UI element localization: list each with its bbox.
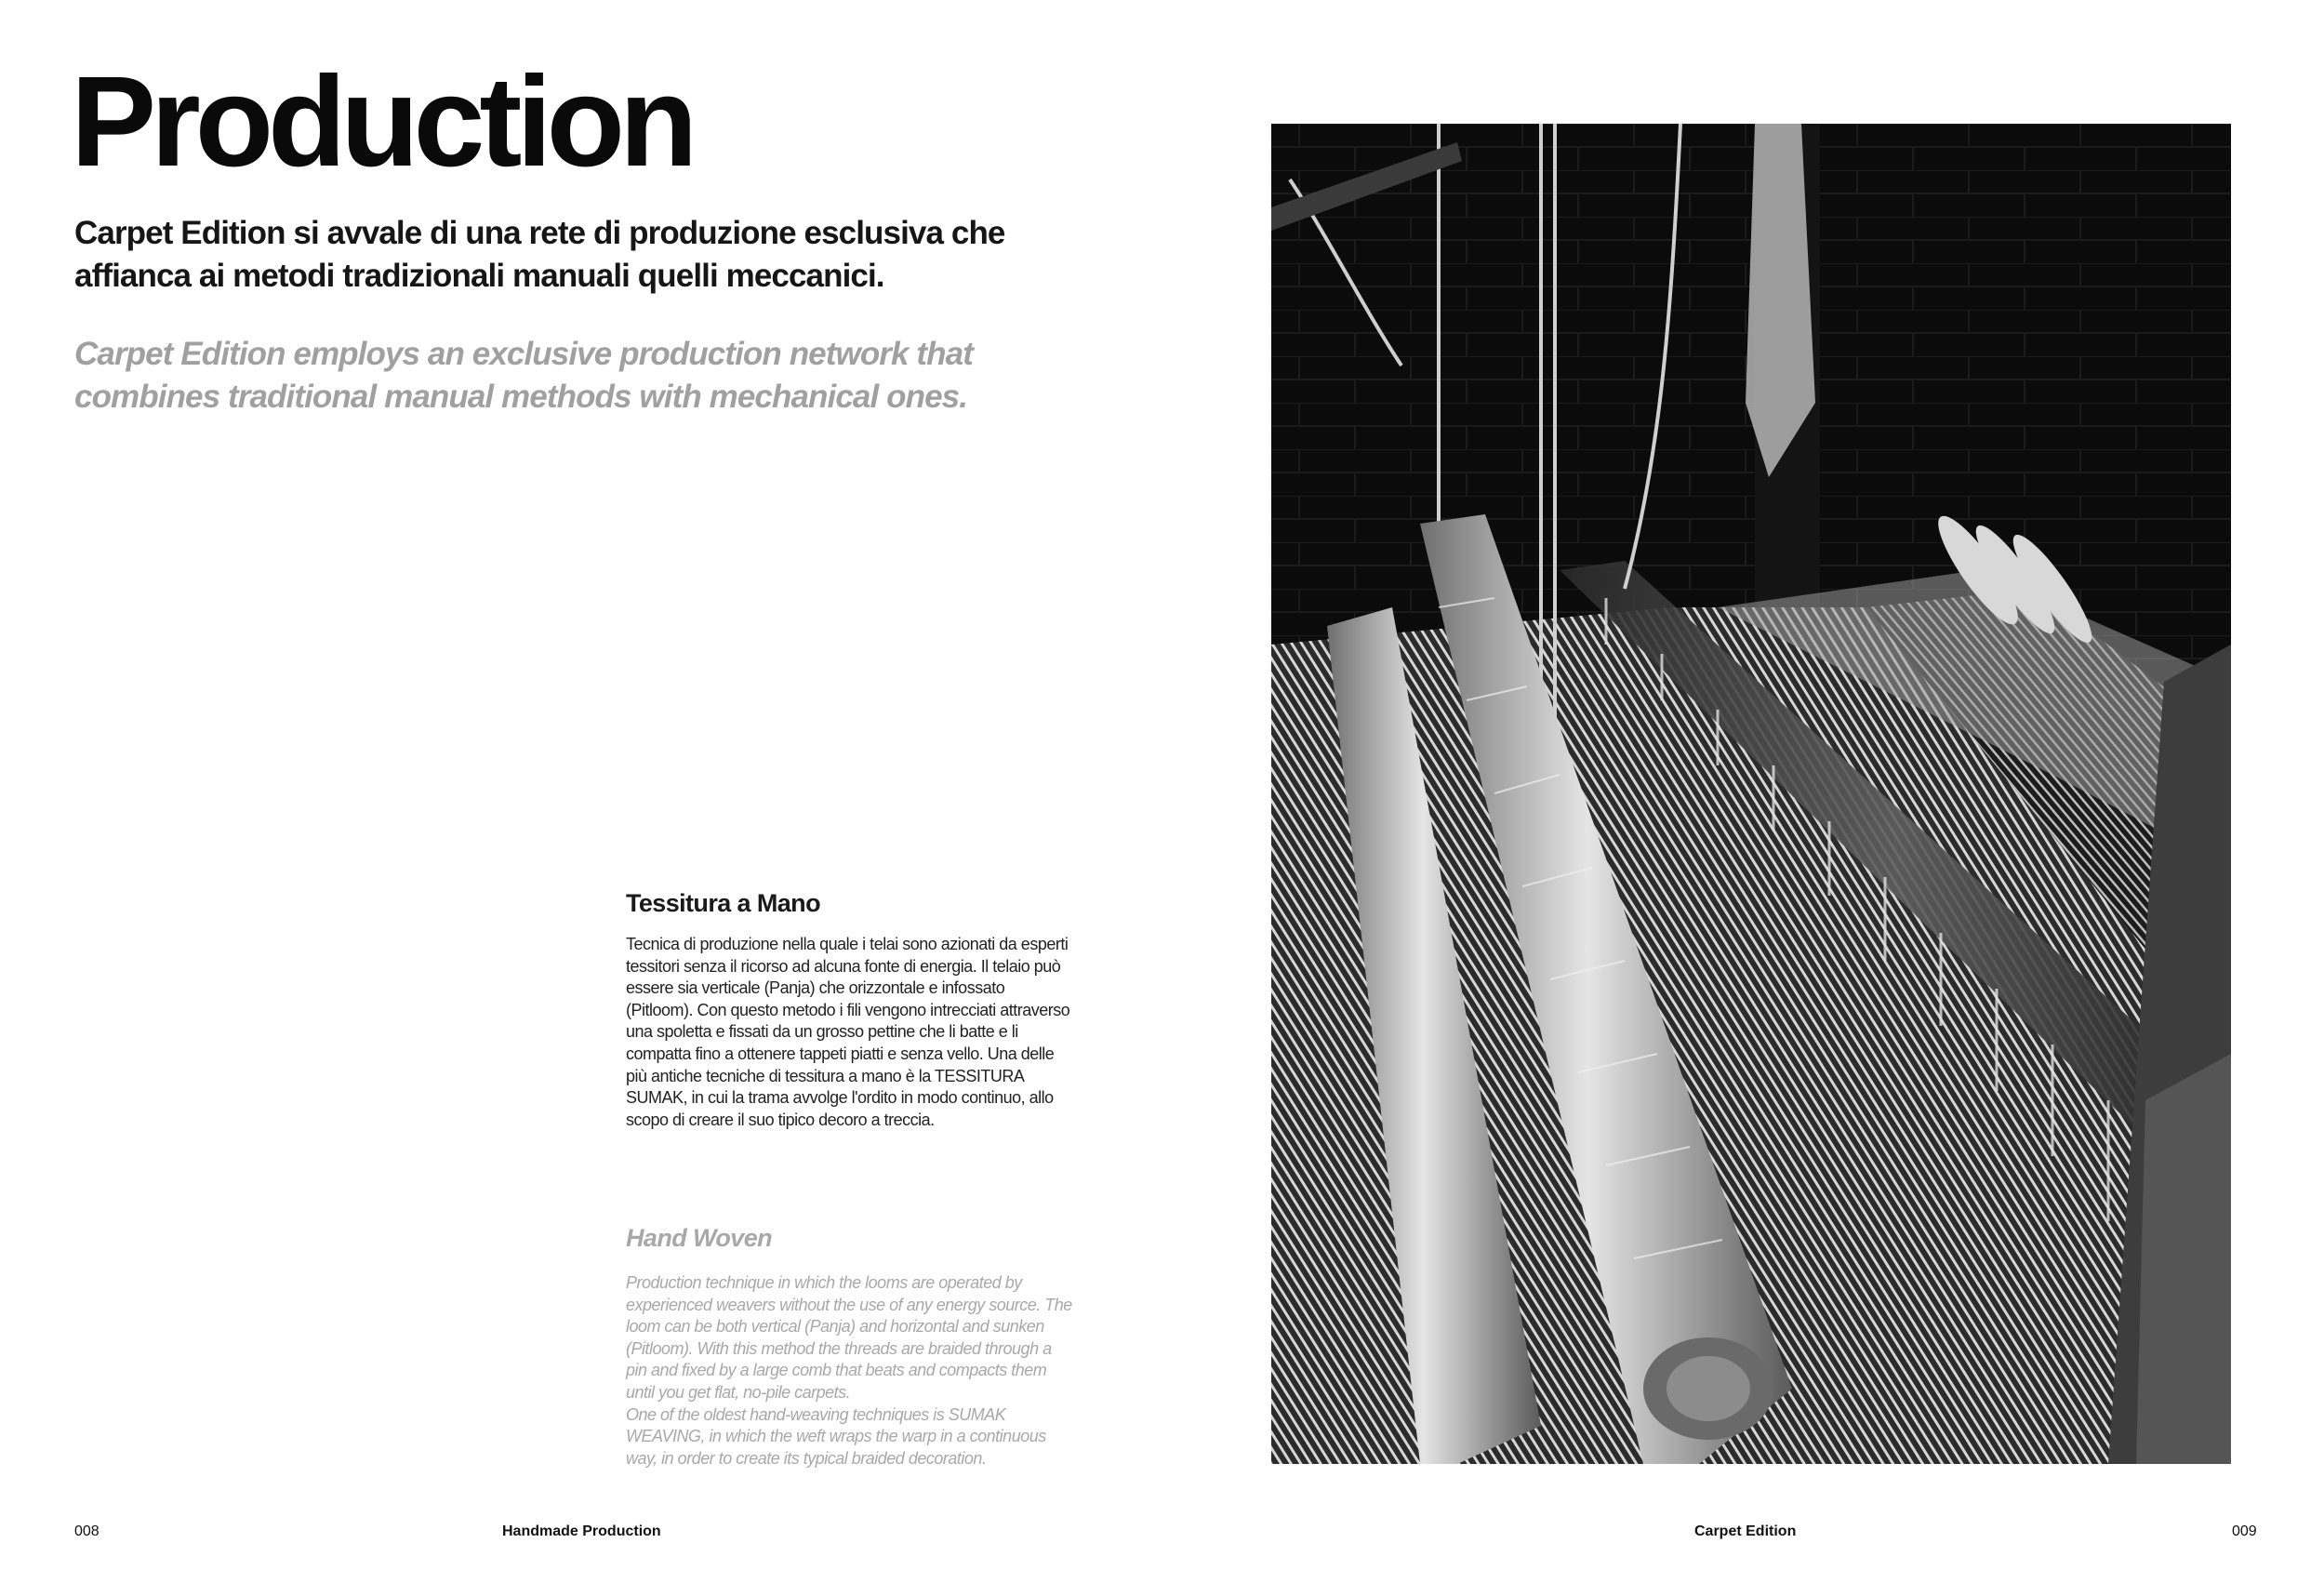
section-body-italian: Tecnica di produzione nella quale i telai sono azionati da esperti tessitori senza il ricorso ad alcuna fonte di energia. Il telaio può essere sia verticale (Panja) che orizzontale e infossato (Pitloom). Con questo metodo i fili vengono intrecciati attraverso una spoletta e fissati da un grosso pettine che li batte e li compatta fino a ottenere tappeti piatti e senza vello. Una delle più antiche tecniche di tessitura a mano è la TESSITURA SUMAK, in cui la trama avvolge l'ordito in modo continuo, allo scopo di creare il suo tipico decoro a treccia. [626, 935, 1070, 1129]
lead-paragraph-italian: Carpet Edition si avvale di una rete di produzione esclusiva che affianca ai metodi tradizionali manuali quelli meccanici. [74, 215, 1005, 294]
section-heading-english: Hand Woven [626, 1224, 773, 1252]
section-body-english [626, 1272, 1072, 1470]
right-page-number: 009 [2232, 1523, 2257, 1539]
section-heading-italian: Tessitura a Mano [626, 889, 820, 917]
loom-photo [1271, 124, 2231, 1464]
right-running-footer: Carpet Edition [1694, 1523, 1797, 1539]
lead-paragraph-english: Carpet Edition employs an exclusive production network that combines traditional manual methods with mechanical ones. [74, 336, 973, 415]
left-page-number: 008 [74, 1523, 100, 1539]
page-title: Production [71, 50, 693, 193]
left-running-footer: Handmade Production [502, 1523, 661, 1539]
section-body-english-part-1: Production technique in which the looms are operated by experienced weavers without the use of any energy source. The loom can be both vertical (Panja) and horizontal and sunken (Pitloom). With this method the threads are braided through a pin and fixed by a large comb that beats and compacts them until you get flat, no-pile carpets. [626, 1273, 1072, 1402]
section-body-english-part-2: One of the oldest hand-weaving techniques is SUMAK WEAVING, in which the weft wraps the warp in a continuous way, in order to create its typical braided decoration. [626, 1404, 1046, 1468]
